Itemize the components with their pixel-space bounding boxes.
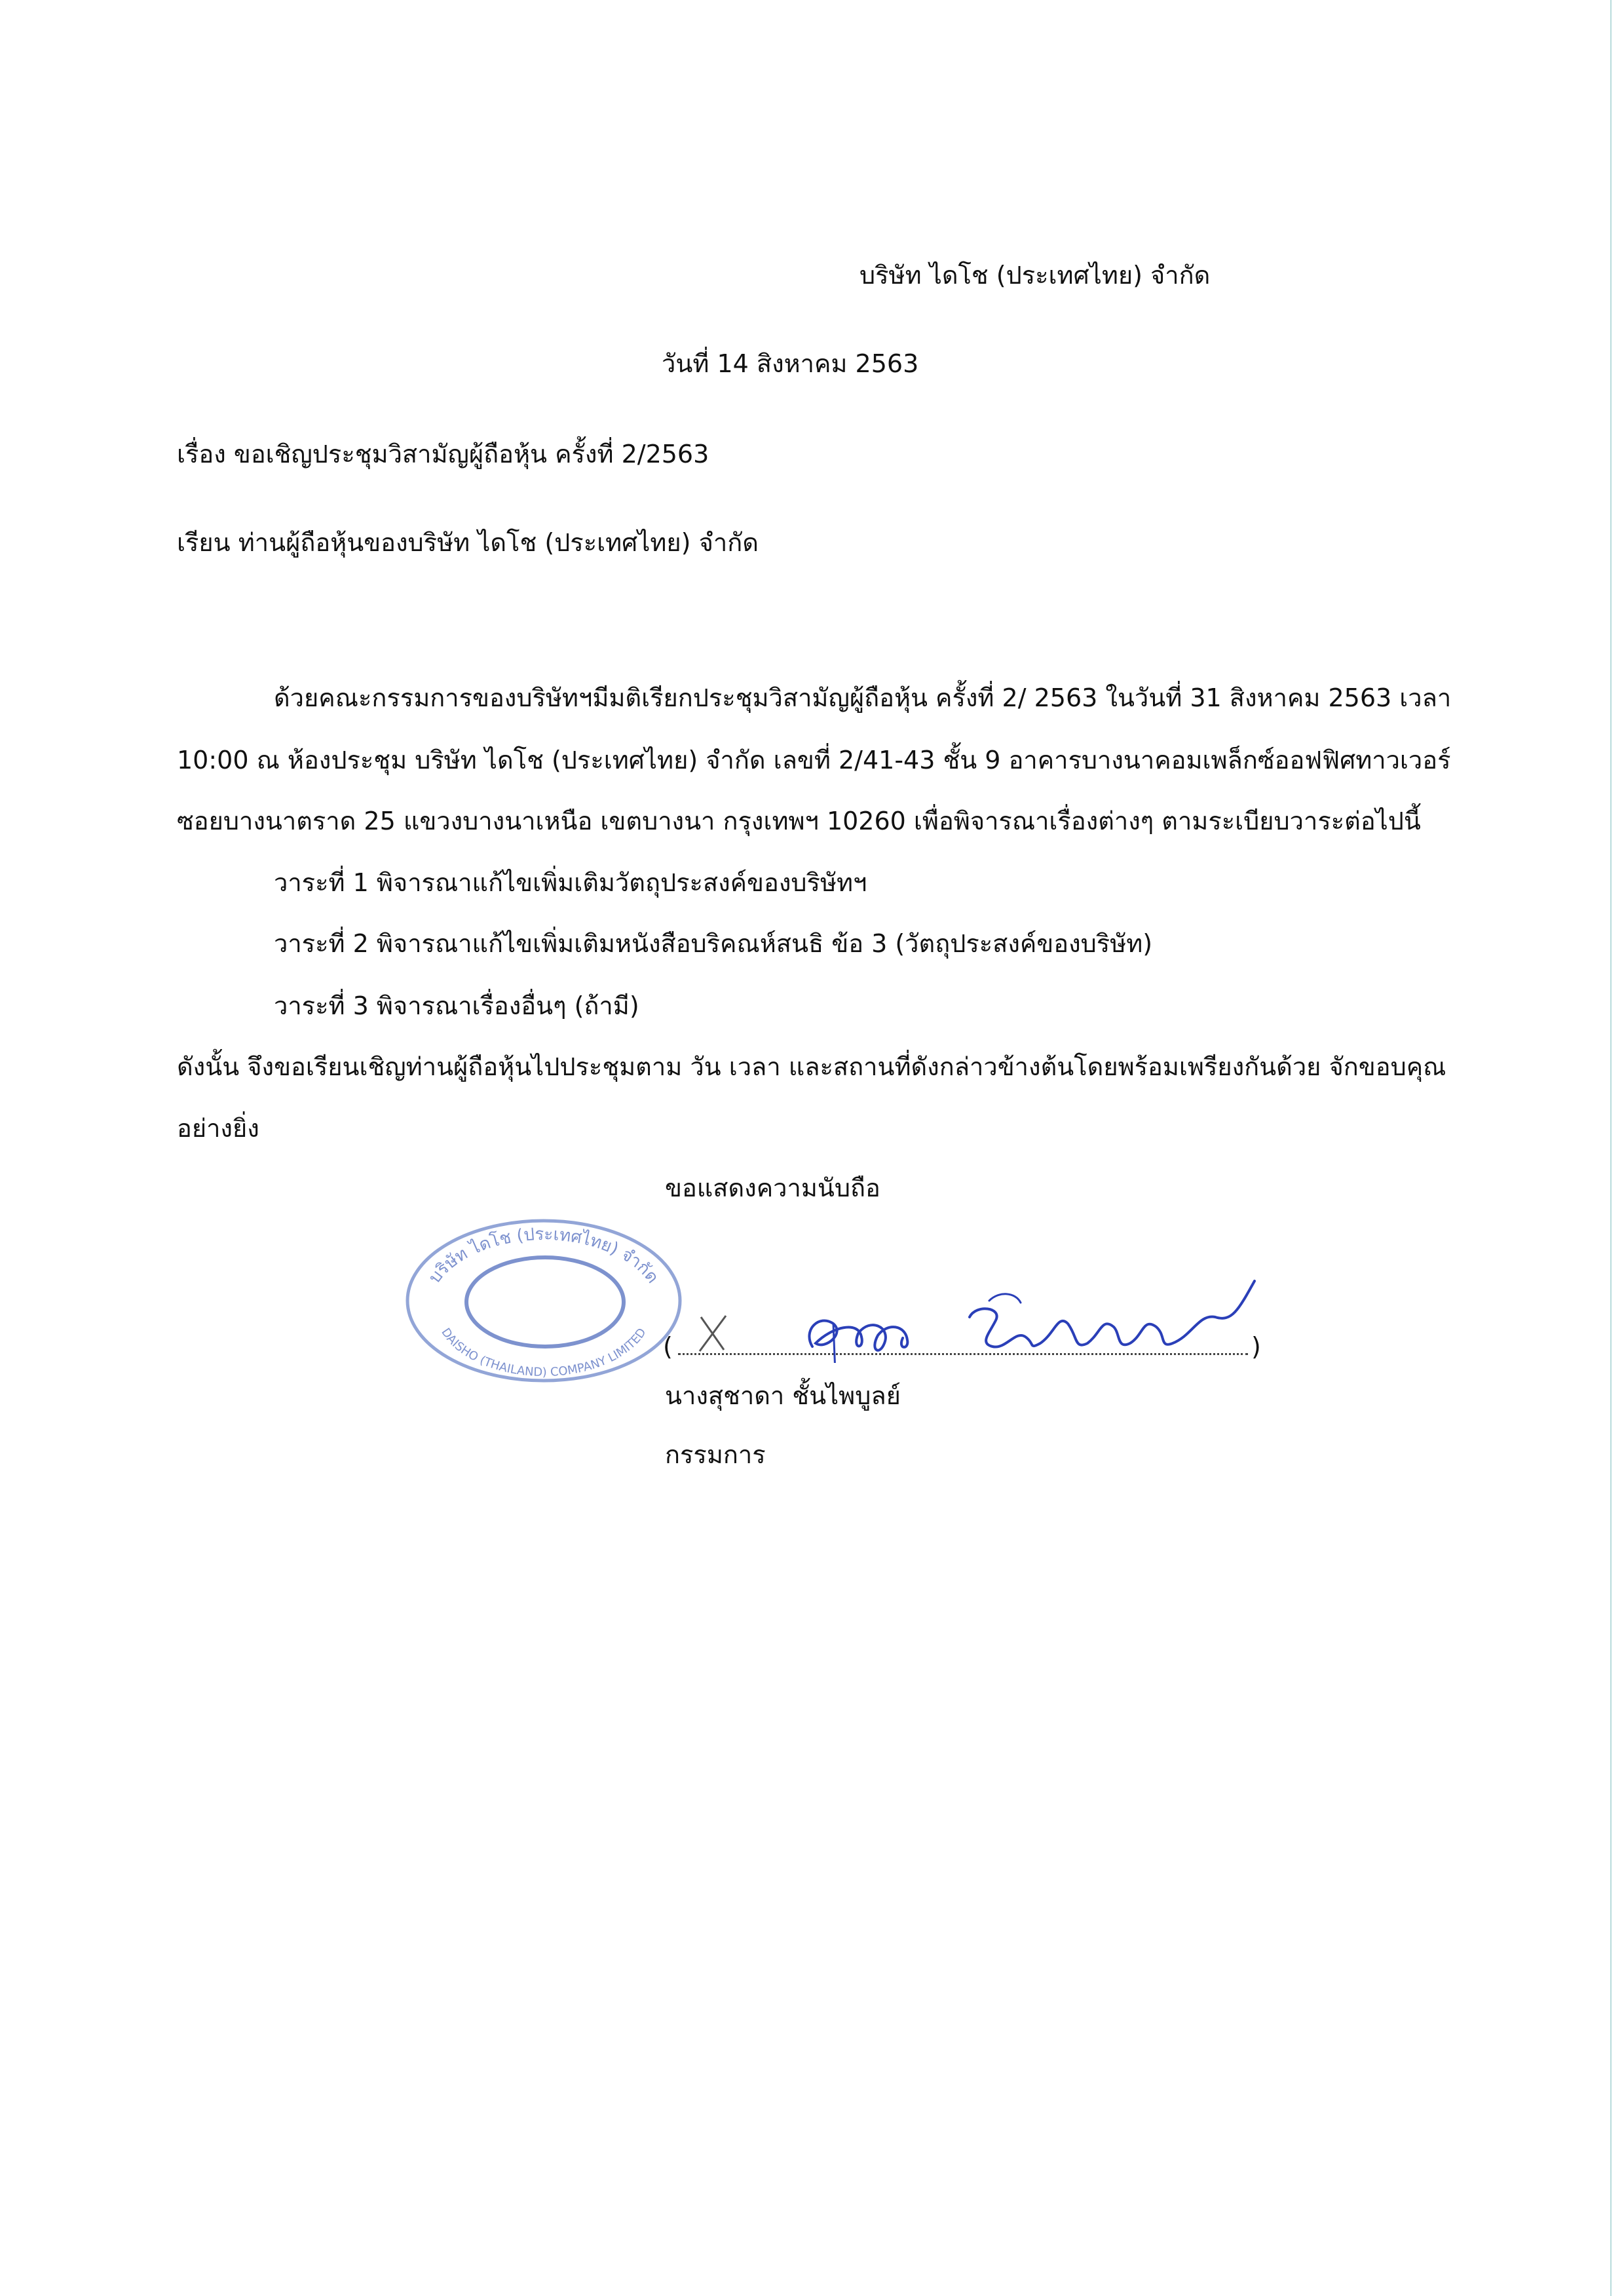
letter-subject: เรื่อง ขอเชิญประชุมวิสามัญผู้ถือหุ้น ครั้งที่ 2/2563 — [177, 440, 709, 469]
letter-date: วันที่ 14 สิงหาคม 2563 — [662, 349, 919, 378]
signature-close-paren: ) — [1251, 1332, 1261, 1361]
handwritten-signature — [662, 1252, 1271, 1363]
regards: ขอแสดงความนับถือ — [665, 1174, 880, 1202]
agenda-item-3: วาระที่ 3 พิจารณาเรื่องอื่นๆ (ถ้ามี) — [274, 991, 639, 1020]
closing-line-1: ดังนั้น จึงขอเรียนเชิญท่านผู้ถือหุ้นไปประชุมตาม วัน เวลา และสถานที่ดังกล่าวข้างต้นโดยพร้อมเพรียงกันด้วย จักขอบคุณ — [177, 1052, 1446, 1081]
agenda-item-1: วาระที่ 1 พิจารณาแก้ไขเพิ่มเติมวัตถุประสงค์ของบริษัทฯ — [274, 868, 867, 897]
page-edge-line — [1610, 0, 1612, 2296]
body-line-1: ด้วยคณะกรรมการของบริษัทฯมีมติเรียกประชุมวิสามัญผู้ถือหุ้น ครั้งที่ 2/ 2563 ในวันที่ 31 สิงหาคม 2563 เวลา — [274, 683, 1452, 712]
svg-text:DAISHO (THAILAND) COMPANY LIMI — [438, 1326, 649, 1379]
signature-open-paren: ( — [663, 1332, 673, 1361]
signer-name: นางสุชาดา ชั้นไพบูลย์ — [665, 1381, 901, 1410]
body-line-2: 10:00 ณ ห้องประชุม บริษัท ไดโช (ประเทศไทย) จำกัด เลขที่ 2/41-43 ชั้น 9 อาคารบางนาคอมเพล็กซ์ออฟฟิศทาวเวอร์ — [177, 746, 1451, 775]
stamp-bottom-text: DAISHO (THAILAND) COMPANY LIMITED — [438, 1326, 649, 1380]
company-stamp — [400, 1212, 688, 1383]
letter-salutation: เรียน ท่านผู้ถือหุ้นของบริษัท ไดโช (ประเทศไทย) จำกัด — [177, 528, 759, 557]
body-line-3: ซอยบางนาตราด 25 แขวงบางนาเหนือ เขตบางนา กรุงเทพฯ 10260 เพื่อพิจารณาเรื่องต่างๆ ตามระเบียบวาระต่อไปนี้ — [177, 807, 1421, 835]
agenda-item-2: วาระที่ 2 พิจารณาแก้ไขเพิ่มเติมหนังสือบริคณห์สนธิ ข้อ 3 (วัตถุประสงค์ของบริษัท) — [274, 929, 1153, 958]
company-header: บริษัท ไดโช (ประเทศไทย) จำกัด — [859, 261, 1211, 290]
signer-title: กรรมการ — [665, 1440, 766, 1469]
closing-line-2: อย่างยิ่ง — [177, 1114, 259, 1143]
stamp-top-text: บริษัท ไดโช (ประเทศไทย) จำกัด — [425, 1224, 663, 1288]
